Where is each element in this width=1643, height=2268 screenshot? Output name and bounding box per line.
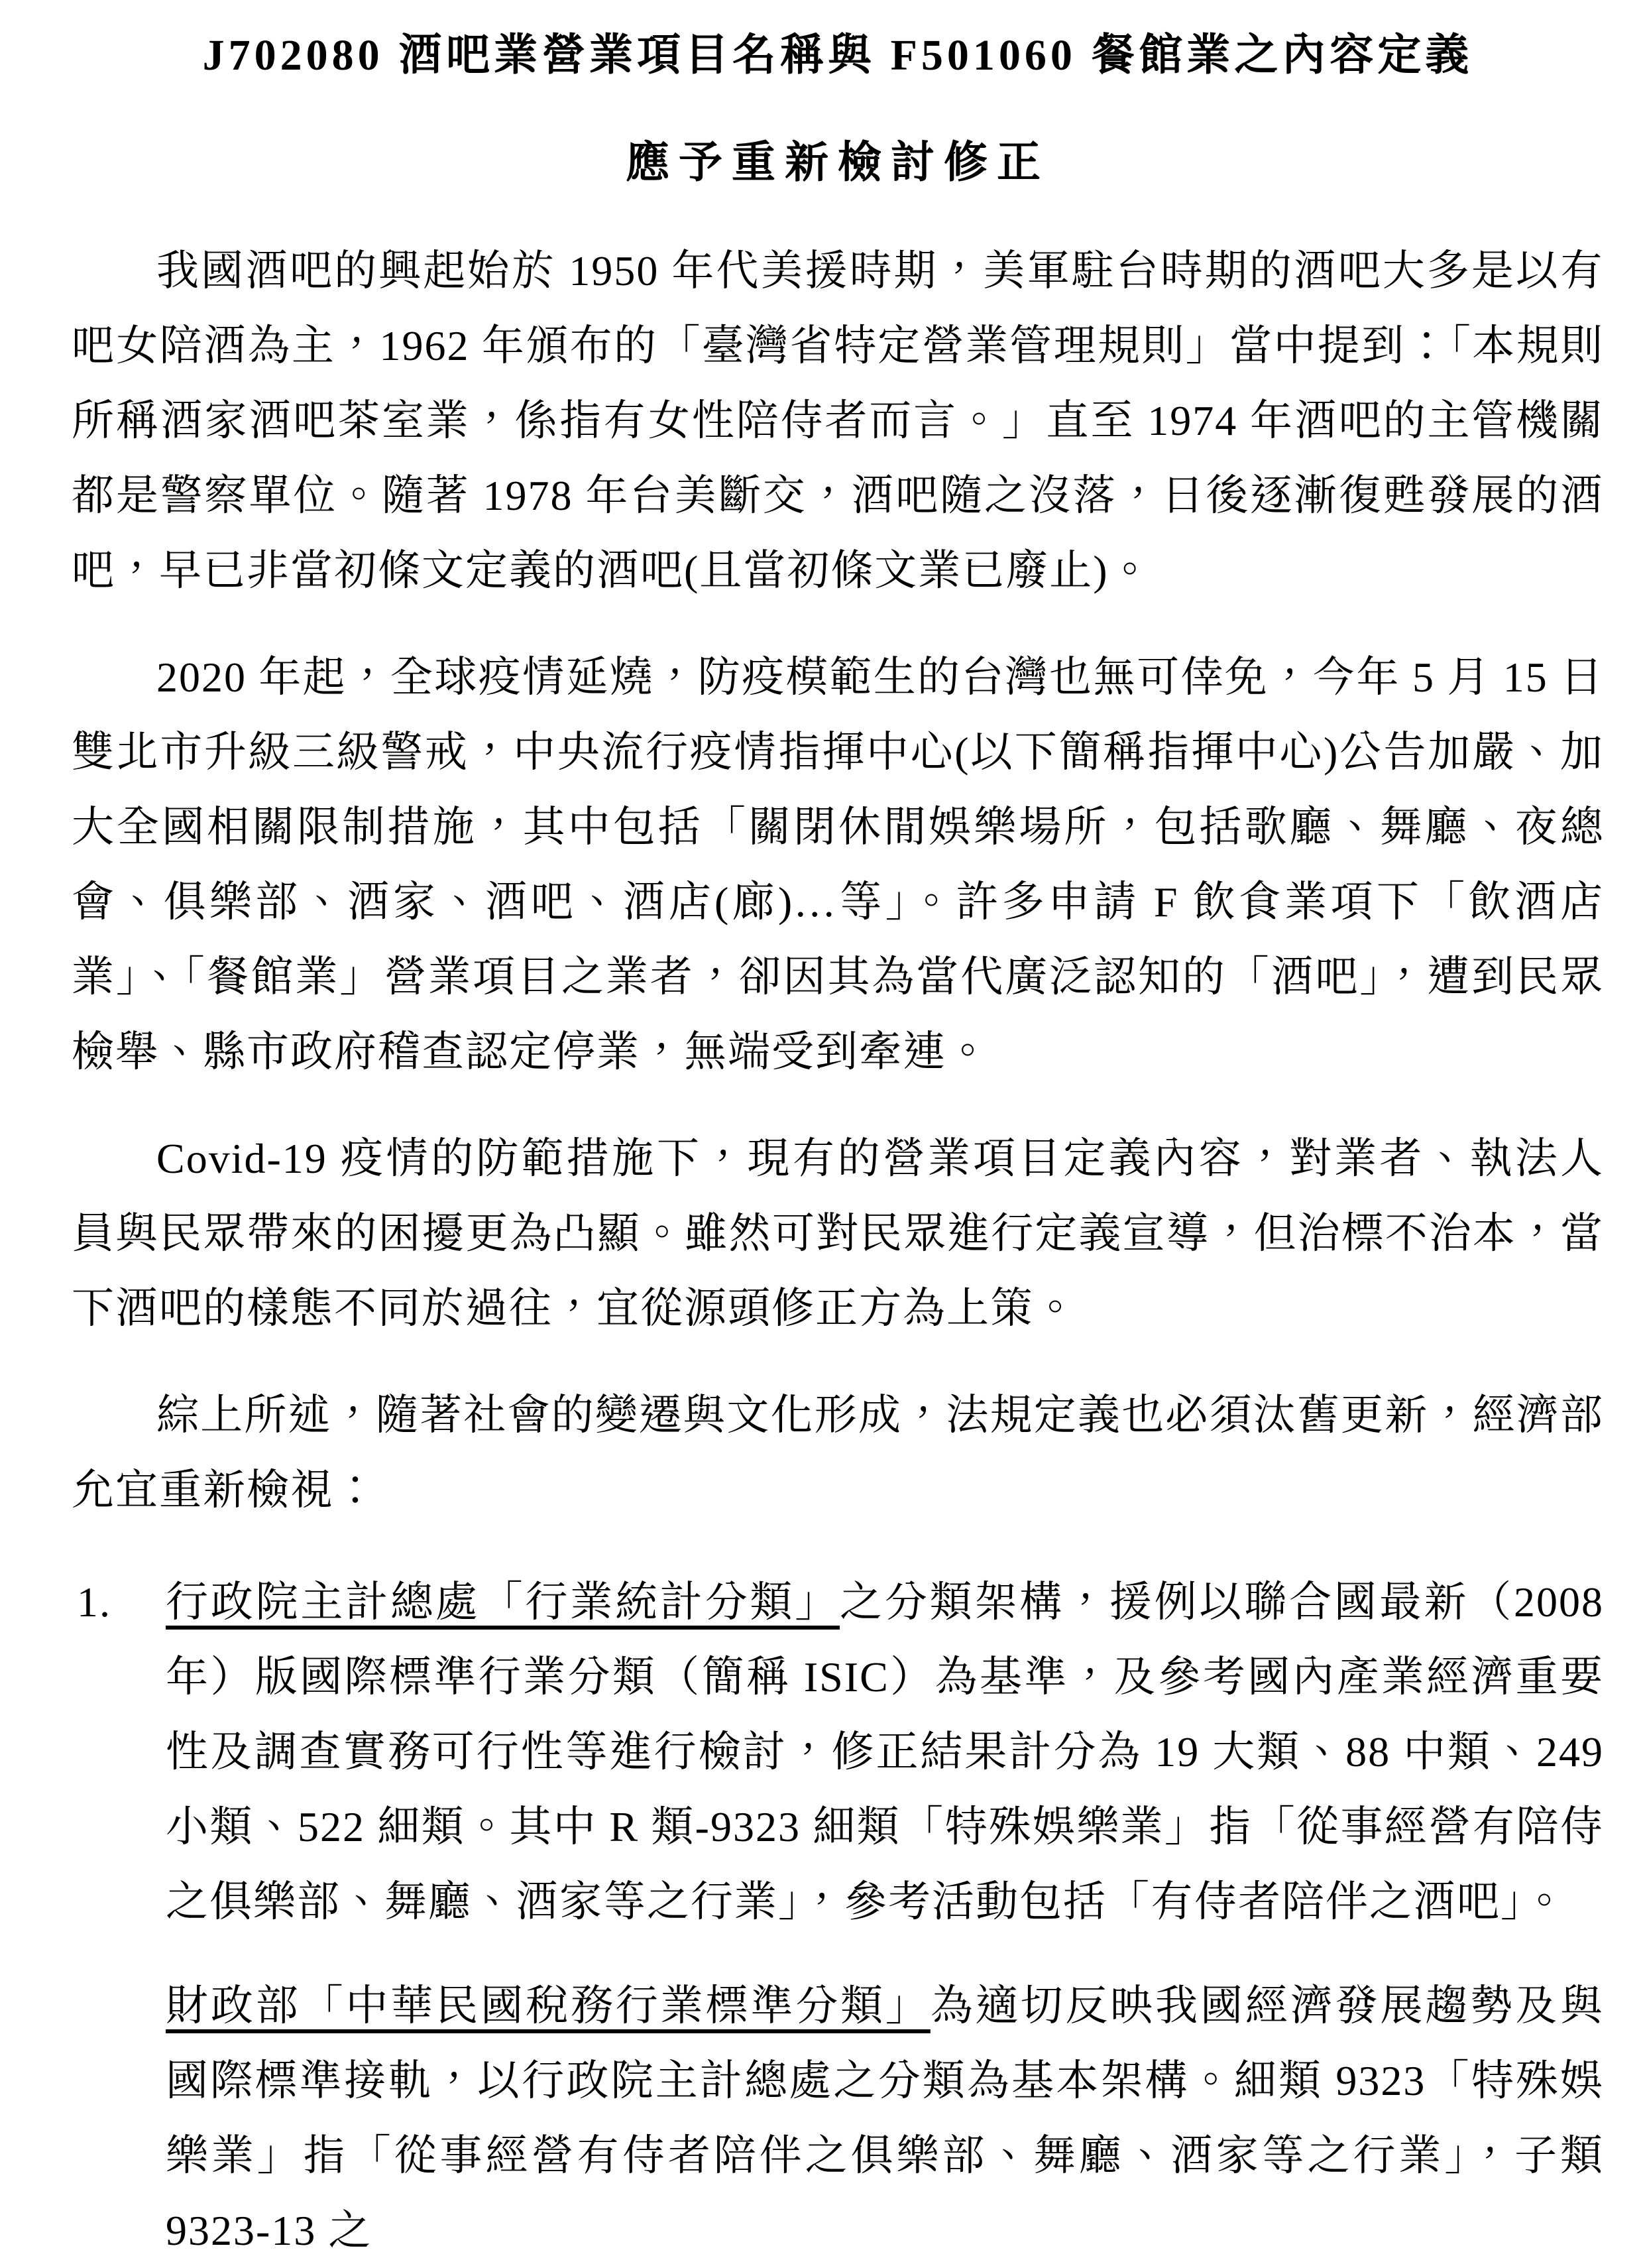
- list-item-dgbas-classification: [72, 1565, 1604, 1939]
- paragraph-conclusion: 綜上所述，隨著社會的變遷與文化形成，法規定義也必須汰舊更新，經濟部允宜重新檢視：: [72, 1392, 1604, 1514]
- document-title-line2: 應予重新檢討修正: [626, 139, 1050, 187]
- paragraph-bar-history: 我國酒吧的興起始於 1950 年代美援時期，美軍駐台時期的酒吧大多是以有吧女陪酒為主，1962 年頒布的「臺灣省特定營業管理規則」當中提到：「本規則所稱酒家酒吧茶室業，係指有女性陪侍者而言。」直至 1974 年酒吧的主管機關都是警察單位。隨著 1978 年台美斷交，酒吧隨之沒落，日後逐漸復甦發展的酒吧，早已非當初條文定義的酒吧(且當初條文業已廢止)。: [72, 247, 1604, 594]
- paragraph-covid-impact: Covid-19 疫情的防範措施下，現有的營業項目定義內容，對業者、執法人員與民眾帶來的困擾更為凸顯。雖然可對民眾進行定義宣導，但治標不治本，當下酒吧的樣態不同於過往，宜從源頭修正方為上策。: [72, 1135, 1604, 1332]
- document-body: [72, 233, 1604, 2268]
- list-item-mof-classification: [72, 1968, 1604, 2268]
- underlined-phrase-mof: 財政部「中華民國稅務行業標準分類」: [166, 1982, 931, 2029]
- list-item-number: 1.: [77, 1579, 111, 1626]
- list-item-text: 為適切反映我國經濟發展趨勢及與國際標準接軌，以行政院主計總處之分類為基本架構。細類 9323「特殊娛樂業」指「從事經營有侍者陪伴之俱樂部、舞廳、酒家等之行業」，子類 9323-13 之: [166, 1982, 1605, 2254]
- list-item-text: 之分類架構，援例以聯合國最新（2008 年）版國際標準行業分類（簡稱 ISIC）為基準，及參考國內產業經濟重要性及調查實務可行性等進行檢討，修正結果計分為 19 大類、88 中類、249 小類、522 細類。其中 R 類-9323 細類「特殊娛樂業」指「從事經營有陪侍之俱樂部、舞廳、酒家等之行業」，參考活動包括「有侍者陪伴之酒吧」。: [166, 1579, 1604, 1925]
- document-title-line1: J702080 酒吧業營業項目名稱與 F501060 餐館業之內容定義: [202, 31, 1473, 80]
- underlined-phrase-dgbas: 行政院主計總處「行業統計分類」: [166, 1579, 840, 1626]
- paragraph-pandemic-restrictions: 2020 年起，全球疫情延燒，防疫模範生的台灣也無可倖免，今年 5 月 15 日雙北市升級三級警戒，中央流行疫情指揮中心(以下簡稱指揮中心)公告加嚴、加大全國相關限制措施，其中包括「關閉休閒娛樂場所，包括歌廳、舞廳、夜總會、俱樂部、酒家、酒吧、酒店(廊)…等」。許多申請 F 飲食業項下「飲酒店業」、「餐館業」營業項目之業者，卻因其為當代廣泛認知的「酒吧」，遭到民眾檢舉、縣市政府稽查認定停業，無端受到牽連。: [72, 654, 1604, 1075]
